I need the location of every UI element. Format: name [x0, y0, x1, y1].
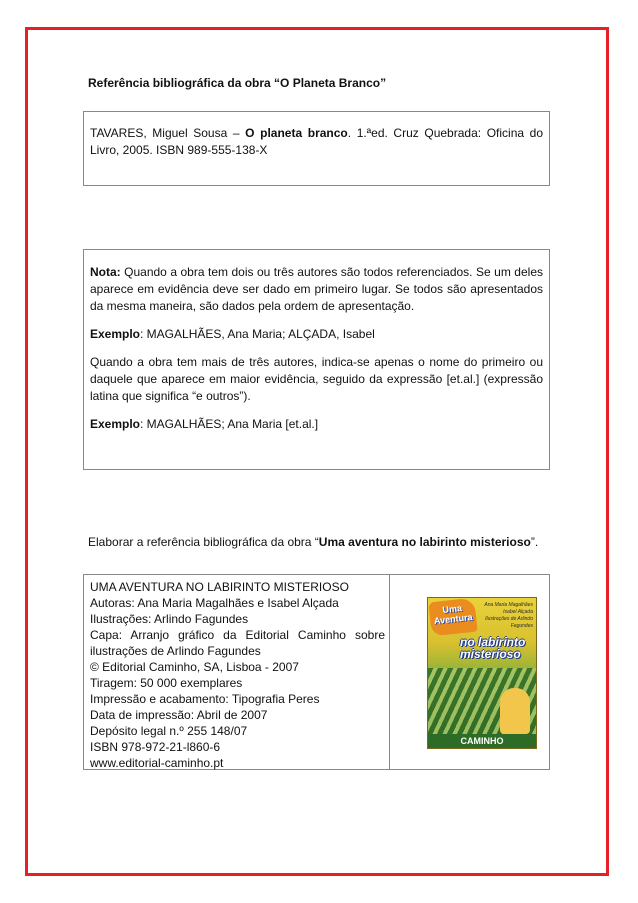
publisher-logo: CAMINHO [428, 734, 536, 748]
cover-cell [390, 575, 549, 769]
book-line: Tiragem: 50 000 exemplares [90, 676, 243, 690]
note-paragraph-2: Quando a obra tem mais de três autores, indica-se apenas o nome do primeiro ou daquele que aparece em maior evidência, seguido da expressão [et.al.] (expressão latina que significa “e outros”). [90, 355, 543, 403]
book-line: Data de impressão: Abril de 2007 [90, 708, 268, 722]
example-1-label: Exemplo [90, 327, 141, 341]
task-text: Elaborar a referência bibliográfica da obra “ [88, 535, 319, 549]
cover-subtitle: no labirinto misterioso [460, 635, 526, 661]
example-2-label: Exemplo [90, 417, 141, 431]
reference-title: O planeta branco [245, 126, 348, 140]
book-line: Impressão e acabamento: Tipografia Peres [90, 692, 320, 706]
book-line: www.editorial-caminho.pt [90, 756, 224, 770]
reference-author: TAVARES, Miguel Sousa – [90, 126, 246, 140]
note-box [83, 249, 550, 470]
reference-box [83, 111, 550, 186]
section-title: Referência bibliográfica da obra “O Planeta Branco” [88, 76, 387, 90]
book-line: Ilustrações: Arlindo Fagundes [90, 612, 249, 626]
book-details [84, 575, 390, 769]
cover-authors: Ana Maria Magalhães Isabel Alçada Ilustrações de Arlindo Fagundes [484, 602, 533, 629]
task-end: ”. [530, 535, 539, 549]
book-line: Autoras: Ana Maria Magalhães e Isabel Alçada [90, 596, 339, 610]
series-logo: Uma Aventura [428, 598, 477, 637]
book-cover-image [427, 597, 537, 749]
girl-illustration [500, 688, 530, 734]
example-1-text: : MAGALHÃES, Ana Maria; ALÇADA, Isabel [140, 327, 375, 341]
task-instruction [88, 535, 538, 549]
task-book-title: Uma aventura no labirinto misterioso [318, 535, 531, 549]
book-line: ISBN 978-972-21-l860-6 [90, 740, 221, 754]
example-2-text: : MAGALHÃES; Ana Maria [et.al.] [140, 417, 319, 431]
book-line: Depósito legal n.º 255 148/07 [90, 724, 248, 738]
reference-details: . 1.ªed. Cruz Quebrada: Oficina do Livro, 2005. ISBN 989-555-138-X [90, 126, 544, 157]
book-line: © Editorial Caminho, SA, Lisboa - 2007 [90, 660, 299, 674]
note-text: Quando a obra tem dois ou três autores são todos referenciados. Se um deles aparece em evidência deve ser dado em primeiro lugar. Se todos são apresentados da mesma maneira, são dados pela ordem de apresentação. [90, 265, 543, 313]
book-info-table [83, 574, 550, 770]
example-2 [90, 416, 543, 433]
note-paragraph [90, 264, 543, 315]
book-line: UMA AVENTURA NO LABIRINTO MISTERIOSO [90, 580, 349, 594]
book-cover-credit: Capa: Arranjo gráfico da Editorial Caminho sobre ilustrações de Arlindo Fagundes [90, 628, 385, 658]
note-label: Nota: [90, 265, 121, 279]
example-1 [90, 326, 543, 343]
